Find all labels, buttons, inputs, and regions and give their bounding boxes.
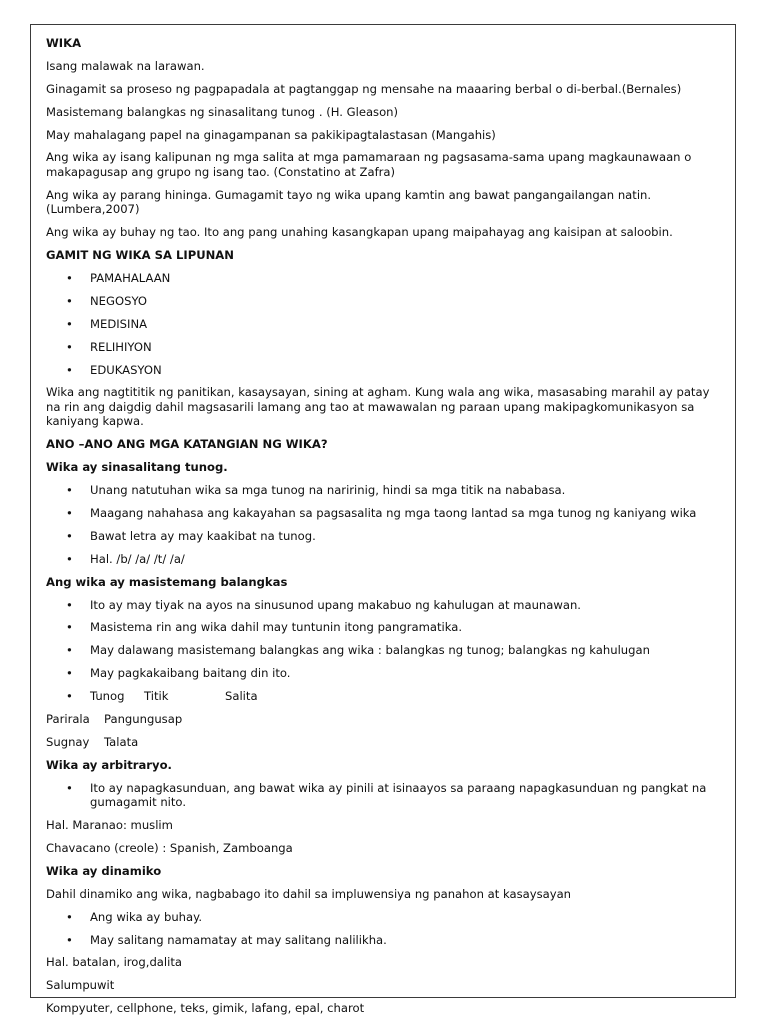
list-item: • MEDISINA: [46, 317, 726, 332]
tunog-list: [46, 483, 726, 566]
definition-4: May mahalagang papel na ginagampanan sa pakikipagtalastasan (Mangahis): [46, 127, 496, 142]
level-pangungusap: Pangungusap: [104, 712, 183, 727]
salumpuwit-line: Salumpuwit: [46, 978, 115, 993]
level-parirala: Parirala: [46, 712, 90, 727]
arbitraryo-heading: Wika ay arbitraryo.: [46, 757, 172, 772]
list-item: • Unang natutuhan wika sa mga tunog na naririnig, hindi sa mga titik na nababasa.: [46, 483, 726, 498]
list-item: • May pagkakaibang baitang din ito.: [46, 666, 726, 681]
balangkas-list: [46, 598, 726, 704]
level-sugnay: Sugnay: [46, 734, 90, 749]
list-item: • EDUKASYON: [46, 363, 726, 378]
level-titik: Titik: [144, 689, 169, 704]
list-item: • RELIHIYON: [46, 340, 726, 355]
definition-7: Ang wika ay buhay ng tao. Ito ang pang unahing kasangkapan upang maipahayag ang kaisipan at saloobin.: [46, 225, 673, 240]
dinamiko-paragraph: Dahil dinamiko ang wika, nagbabago ito dahil sa impluwensiya ng panahon at kasaysayan: [46, 886, 572, 901]
definition-1: Isang malawak na larawan.: [46, 58, 205, 73]
gamit-paragraph: Wika ang nagtititik ng panitikan, kasaysayan, sining at agham. Kung wala ang wika, masasabing marahil ay patay na rin ang daigdig dahil magsasarili lamang ang tao at mawawalan ng paraan upang makipagkomunikasyon sa kaniyang kapwa.: [46, 385, 710, 429]
document-title: WIKA: [46, 36, 82, 50]
dinamiko-list: [46, 910, 726, 947]
list-item: • Masistema rin ang wika dahil may tuntunin itong pangramatika.: [46, 620, 726, 635]
definition-3: Masistemang balangkas ng sinasalitang tunog . (H. Gleason): [46, 104, 399, 119]
levels-row-3: [46, 735, 726, 750]
list-item: • PAMAHALAAN: [46, 271, 726, 286]
list-item: • May dalawang masistemang balangkas ang wika : balangkas ng tunog; balangkas ng kahulugan: [46, 643, 726, 658]
dinamiko-example: Hal. batalan, irog,dalita: [46, 955, 182, 970]
levels-row: [46, 689, 726, 704]
gamit-list: [46, 271, 726, 377]
arbitraryo-list: [46, 781, 726, 810]
list-item: • Ang wika ay buhay.: [46, 910, 726, 925]
list-item: • Bawat letra ay may kaakibat na tunog.: [46, 529, 726, 544]
list-item: • NEGOSYO: [46, 294, 726, 309]
arbitraryo-example-1: Hal. Maranao: muslim: [46, 818, 173, 833]
balangkas-heading: Ang wika ay masistemang balangkas: [46, 574, 288, 589]
level-talata: Talata: [104, 734, 139, 749]
gamit-heading: GAMIT NG WIKA SA LIPUNAN: [46, 248, 234, 263]
last-line: Kompyuter, cellphone, teks, gimik, lafang, epal, charot: [46, 1001, 365, 1016]
katangian-heading: ANO –ANO ANG MGA KATANGIAN NG WIKA?: [46, 437, 328, 452]
definition-2: Ginagamit sa proseso ng pagpapadala at pagtanggap ng mensahe na maaaring berbal o di-berbal.(Bernales): [46, 81, 682, 96]
list-item: • Ito ay may tiyak na ayos na sinusunod upang makabuo ng kahulugan at maunawan.: [46, 598, 726, 613]
dinamiko-heading: Wika ay dinamiko: [46, 863, 162, 878]
list-item: • Maagang nahahasa ang kakayahan sa pagsasalita ng mga taong lantad sa mga tunog ng kaniyang wika: [46, 506, 726, 521]
level-salita: Salita: [225, 689, 258, 704]
levels-row-2: [46, 712, 726, 727]
list-item: • May salitang namamatay at may salitang nalilikha.: [46, 933, 726, 948]
document-body: [46, 36, 726, 1024]
tunog-heading: Wika ay sinasalitang tunog.: [46, 460, 228, 475]
definition-5: Ang wika ay isang kalipunan ng mga salita at mga pamamaraan ng pagsasama-sama upang magkaunawaan o makapagusap ang grupo ng isang tao. (Constatino at Zafra): [46, 150, 692, 179]
list-item: • Ito ay napagkasunduan, ang bawat wika ay pinili at isinaayos sa paraang napagkasunduan ng pangkat na gumagamit nito.: [46, 781, 726, 810]
document-page: [30, 24, 736, 1016]
definition-6: Ang wika ay parang hininga. Gumagamit tayo ng wika upang kamtin ang bawat pangangailangan natin. (Lumbera,2007): [46, 187, 652, 217]
list-item: • Hal. /b/ /a/ /t/ /a/: [46, 552, 726, 567]
arbitraryo-example-2: Chavacano (creole) : Spanish, Zamboanga: [46, 841, 293, 855]
level-tunog: Tunog: [90, 689, 125, 704]
